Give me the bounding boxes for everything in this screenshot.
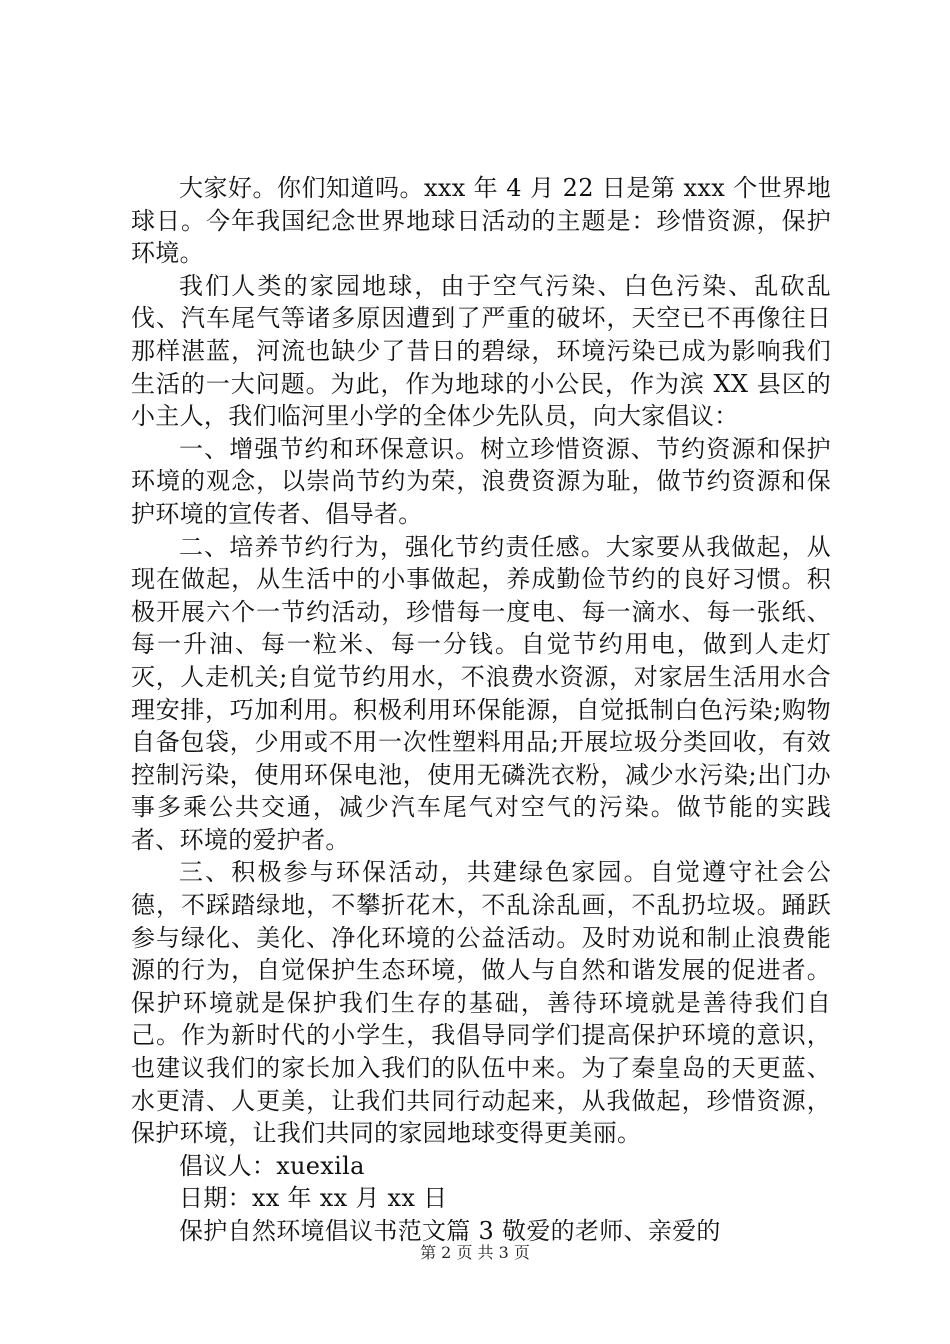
date-line: 日期：xx 年 xx 月 xx 日: [179, 1184, 448, 1213]
page-indicator: 第 2 页 共 3 页: [420, 1243, 530, 1262]
paragraph-greeting: 大家好。你们知道吗。xxx 年 4 月 22 日是第 xxx 个世界地球日。今年我国纪念世界地球日活动的主题是：珍惜资源，保护环境。: [131, 174, 831, 268]
signature-line: 倡议人：xuexila: [179, 1151, 365, 1180]
paragraph-introduction: 我们人类的家园地球，由于空气污染、白色污染、乱砍乱伐、汽车尾气等诸多原因遭到了严重的破坏，天空已不再像往日那样湛蓝，河流也缺少了昔日的碧绿，环境污染已成为影响我们生活的一大问题。为此，作为地球的小公民，作为滨 XX 县区的小主人，我们临河里小学的全体少先队员，向大家倡议：: [131, 271, 831, 431]
page-footer: [0, 1243, 950, 1263]
document-body: [131, 172, 831, 1248]
next-article-heading: 保护自然环境倡议书范文篇 3 敬爱的老师、亲爱的: [179, 1217, 721, 1245]
paragraph-proposal-2: 二、培养节约行为，强化节约责任感。大家要从我做起，从现在做起，从生活中的小事做起，养成勤俭节约的良好习惯。积极开展六个一节约活动，珍惜每一度电、每一滴水、每一张纸、每一升油、每一粒米、每一分钱。自觉节约用电，做到人走灯灭，人走机关;自觉节约用水，不浪费水资源，对家居生活用水合理安排，巧加利用。积极利用环保能源，自觉抵制白色污染;购物自备包袋，少用或不用一次性塑料用品;开展垃圾分类回收，有效控制污染，使用环保电池，使用无磷洗衣粉，减少水污染;出门办事多乘公共交通，减少汽车尾气对空气的污染。做节能的实践者、环境的爱护者。: [131, 532, 831, 854]
paragraph-proposal-1: 一、增强节约和环保意识。树立珍惜资源、节约资源和保护环境的观念，以崇尚节约为荣，浪费资源为耻，做节约资源和保护环境的宣传者、倡导者。: [131, 434, 831, 528]
paragraph-proposal-3: 三、积极参与环保活动，共建绿色家园。自觉遵守社会公德，不踩踏绿地，不攀折花木，不乱涂乱画，不乱扔垃圾。踊跃参与绿化、美化、净化环境的公益活动。及时劝说和制止浪费能源的行为，自觉保护生态环境，做人与自然和谐发展的促进者。保护环境就是保护我们生存的基础，善待环境就是善待我们自己。作为新时代的小学生，我倡导同学们提高保护环境的意识，也建议我们的家长加入我们的队伍中来。为了秦皇岛的天更蓝、水更清、人更美，让我们共同行动起来，从我做起，珍惜资源，保护环境，让我们共同的家园地球变得更美丽。: [131, 858, 831, 1148]
